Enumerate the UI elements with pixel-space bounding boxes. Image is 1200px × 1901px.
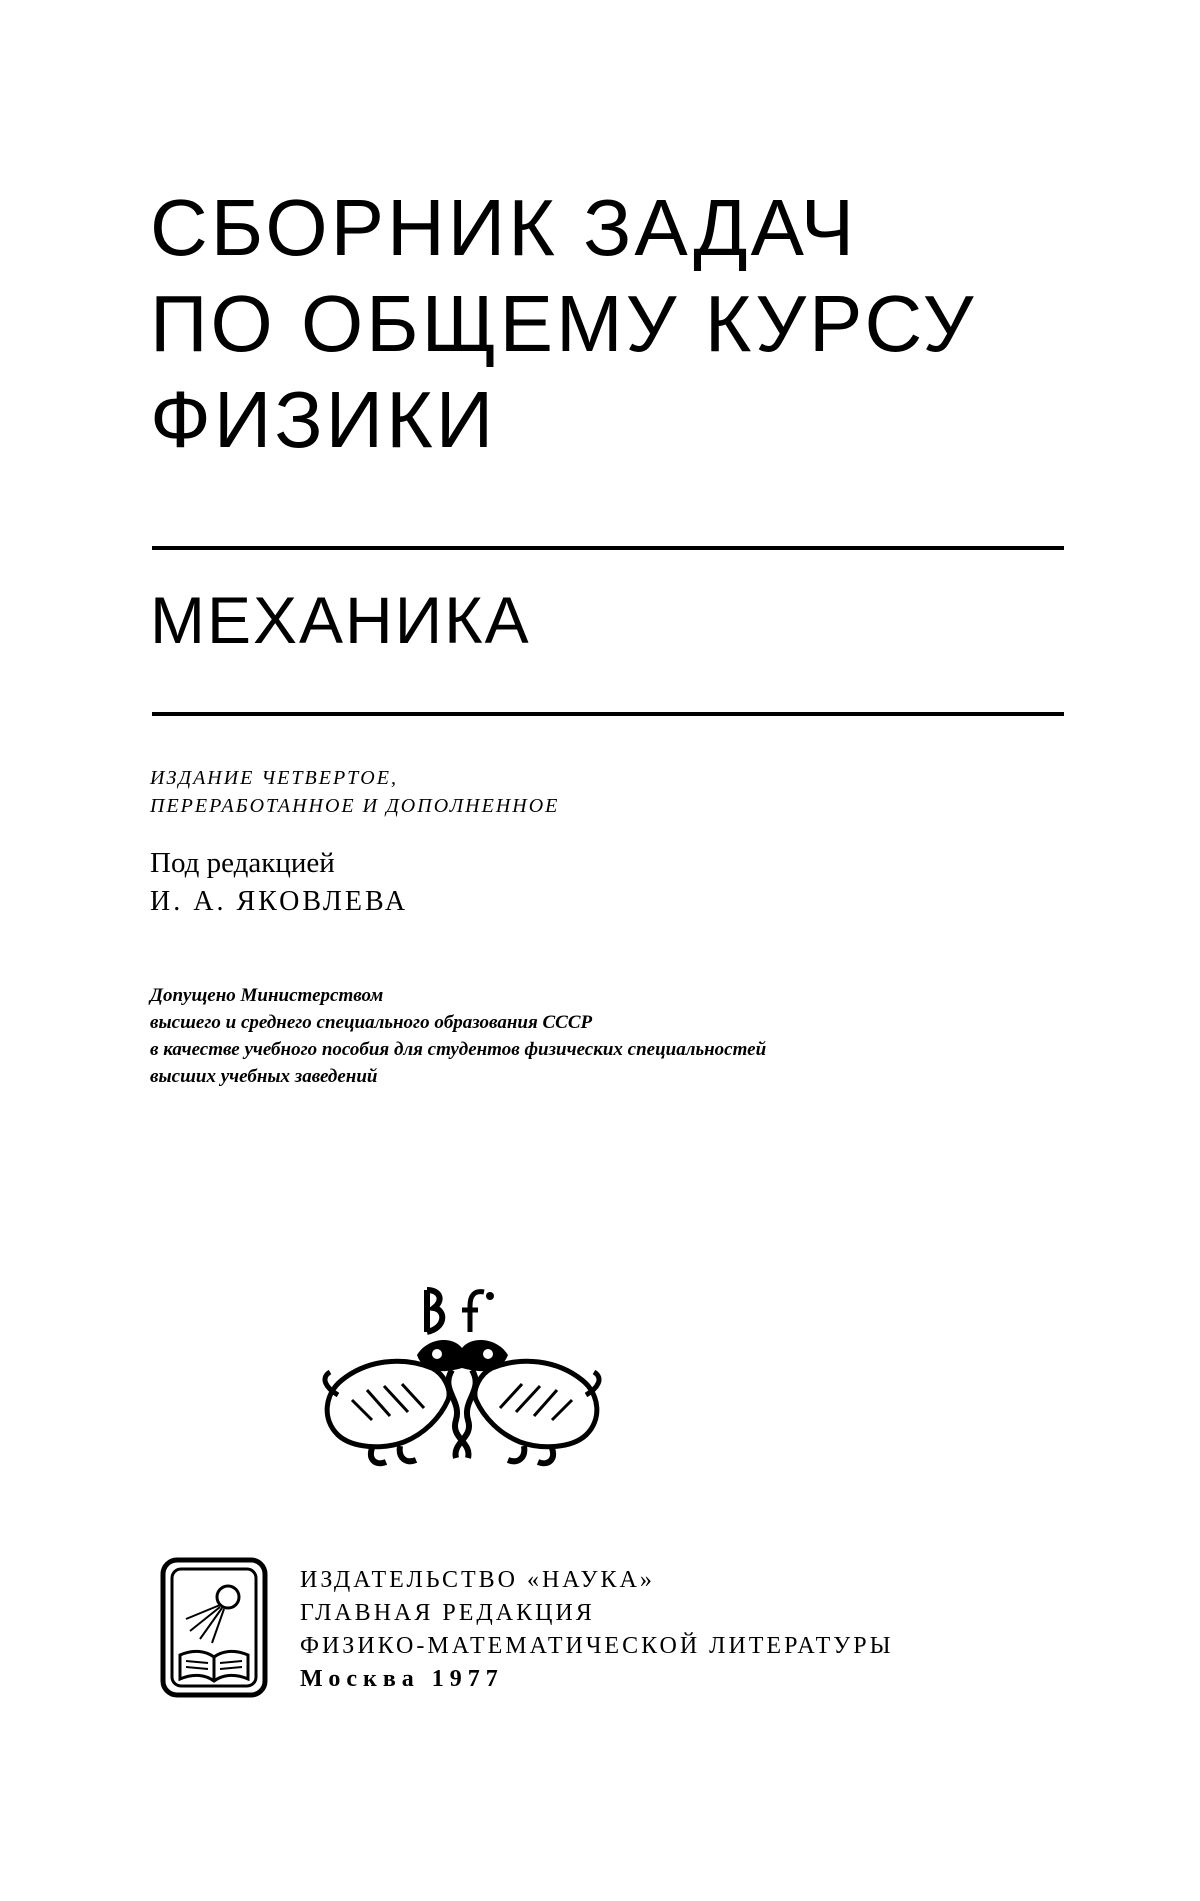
approval-line-1: Допущено Министерством bbox=[150, 985, 384, 1006]
book-title bbox=[150, 180, 1090, 468]
approval-line-4: высших учебных заведений bbox=[150, 1066, 378, 1087]
editor-name: И. А. ЯКОВЛЕВА bbox=[150, 886, 409, 917]
edition-line-2: ПЕРЕРАБОТАННОЕ И ДОПОЛНЕННОЕ bbox=[150, 795, 560, 817]
title-line-3: ФИЗИКИ bbox=[150, 375, 497, 464]
edition-line-1: ИЗДАНИЕ ЧЕТВЕРТОЕ, bbox=[150, 767, 398, 789]
title-line-1: СБОРНИК ЗАДАЧ bbox=[150, 183, 858, 272]
publication-city-year: Москва 1977 bbox=[300, 1666, 504, 1692]
editor-label: Под редакцией bbox=[150, 847, 335, 879]
publisher-logo-icon bbox=[158, 1555, 270, 1700]
approval-line-2: высшего и среднего специального образования СССР bbox=[150, 1012, 593, 1033]
ministry-approval bbox=[150, 982, 766, 1090]
lions-emblem-icon bbox=[312, 1270, 612, 1550]
publisher-division: ФИЗИКО-МАТЕМАТИЧЕСКОЙ ЛИТЕРАТУРЫ bbox=[300, 1633, 894, 1659]
title-line-2: ПО ОБЩЕМУ КУРСУ bbox=[150, 279, 977, 368]
book-subtitle: МЕХАНИКА bbox=[150, 583, 531, 657]
title-divider-top bbox=[152, 546, 1064, 550]
publisher-office: ГЛАВНАЯ РЕДАКЦИЯ bbox=[300, 1600, 595, 1626]
publisher-name: ИЗДАТЕЛЬСТВО «НАУКА» bbox=[300, 1567, 655, 1593]
publisher-imprint bbox=[300, 1564, 894, 1696]
title-divider-bottom bbox=[152, 712, 1064, 716]
approval-line-3: в качестве учебного пособия для студентов физических специальностей bbox=[150, 1039, 767, 1060]
monogram-icon bbox=[427, 1290, 494, 1332]
edition-note bbox=[150, 764, 559, 820]
